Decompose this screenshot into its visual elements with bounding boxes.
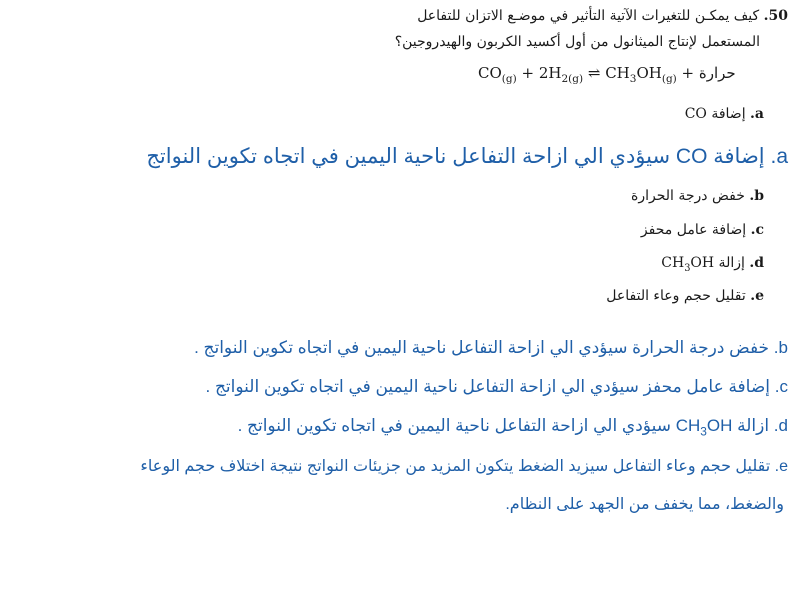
item-letter-d: d. bbox=[749, 255, 764, 271]
question-number: 50. bbox=[763, 8, 788, 24]
item-letter-c: c. bbox=[750, 222, 764, 238]
answer-c bbox=[206, 377, 788, 397]
item-text-a: إضافة CO bbox=[684, 106, 746, 122]
answer-text-e-1: تقليل حجم وعاء التفاعل سيزيد الضغط يتكون المزيد من جزيئات النواتج نتيجة اختلاف حجم الوعاء bbox=[140, 458, 771, 475]
answer-label-a: a. bbox=[770, 145, 788, 168]
item-letter-e: e. bbox=[750, 288, 764, 304]
answer-e-line-2: والضغط، مما يخفف من الجهد على النظام. bbox=[505, 496, 784, 513]
answer-d bbox=[238, 416, 788, 438]
answer-formula-d: $CH_3OH$ bbox=[675, 416, 733, 439]
reaction-equation bbox=[478, 64, 736, 85]
eq-arrow: ⇌ bbox=[587, 64, 601, 82]
item-text-d: إزالة $CH_3OH$ bbox=[661, 255, 745, 274]
answer-pre-d: ازالة bbox=[732, 416, 770, 435]
item-letter-a: a. bbox=[750, 106, 764, 122]
eq-h2: + $2H_{2(g)}$ bbox=[521, 64, 584, 85]
question-text-1: كيف يمكـن للتغيرات الآتية التأثير في موضـع الاتزان للتفاعل bbox=[417, 8, 760, 24]
eq-ch3oh: $CH_3OH_{(g)}$ bbox=[605, 64, 677, 85]
item-letter-b: b. bbox=[749, 188, 764, 204]
item-text-e: تقليل حجم وعاء التفاعل bbox=[606, 288, 746, 304]
item-d bbox=[661, 255, 764, 274]
answer-label-e: e. bbox=[774, 458, 788, 475]
item-formula-d: $CH_3OH$ bbox=[661, 255, 715, 274]
eq-co: $CO_{(g)}$ bbox=[478, 64, 517, 85]
item-a bbox=[685, 106, 764, 122]
eq-heat: حرارة + bbox=[681, 64, 736, 82]
answer-pre-a: إضافة bbox=[707, 145, 765, 168]
item-b bbox=[631, 188, 764, 204]
answer-label-c: c. bbox=[774, 377, 788, 396]
answer-text-c: إضافة عامل محفز سيؤدي الي ازاحة التفاعل ناحية اليمين في اتجاه تكوين النواتج . bbox=[205, 377, 771, 396]
answer-b bbox=[194, 338, 788, 358]
answer-label-b: b. bbox=[773, 338, 788, 357]
item-c bbox=[641, 222, 764, 238]
answer-formula-a: CO bbox=[675, 145, 708, 168]
question-line-1 bbox=[417, 8, 788, 24]
question-line-2: المستعمل لإنتاج الميثانول من أول أكسيد الكربون والهيدروجين؟ bbox=[394, 34, 760, 50]
answer-a bbox=[146, 144, 788, 169]
answer-text-b: خفض درجة الحرارة سيؤدي الي ازاحة التفاعل ناحية اليمين في اتجاه تكوين النواتج . bbox=[194, 338, 770, 357]
answer-text-d: سيؤدي الي ازاحة التفاعل ناحية اليمين في اتجاه تكوين النواتج . bbox=[237, 416, 676, 435]
item-text-b: خفض درجة الحرارة bbox=[631, 188, 745, 204]
answer-e bbox=[140, 456, 788, 476]
answer-text-a: سيؤدي الي ازاحة التفاعل ناحية اليمين في اتجاه تكوين النواتج bbox=[146, 145, 676, 168]
item-text-c: إضافة عامل محفز bbox=[640, 222, 747, 238]
answer-label-d: d. bbox=[773, 416, 788, 435]
item-e bbox=[606, 288, 764, 304]
